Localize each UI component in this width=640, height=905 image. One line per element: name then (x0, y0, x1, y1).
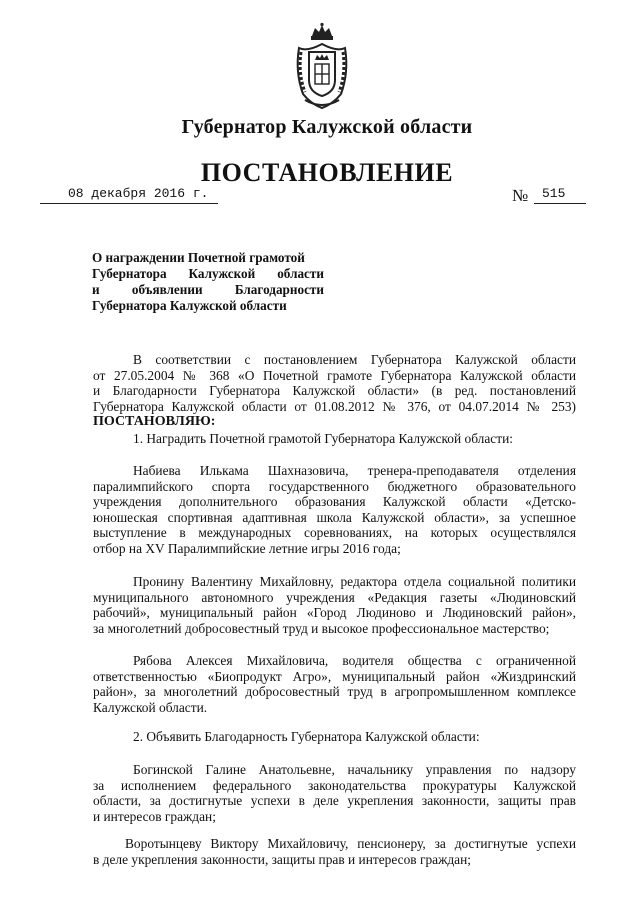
text-line: В соответствии с постановлением Губернатора Калужской области (133, 352, 576, 367)
decree-keyword: ПОСТАНОВЛЯЮ: (93, 414, 216, 430)
text-line: Богинской Галине Анатольевне, начальнику управления по надзору (133, 762, 576, 777)
text-line: и интересов граждан; (93, 808, 216, 824)
award-paragraph-1 (93, 463, 576, 557)
text-line: и Благодарности Губернатора Калужской области» (в ред. постановлений (93, 383, 576, 399)
item-1-heading (133, 431, 576, 447)
text-line: Набиева Илькама Шахназовича, тренера-преподавателя отделения (133, 463, 576, 478)
subject-line: Губернатора Калужской области (92, 298, 287, 313)
subject-line: и объявлении Благодарности (92, 282, 324, 297)
text-line: ответственностью «Биопродукт Агро», муниципальный район «Жиздринский (93, 668, 576, 684)
text-line: учреждения дополнительного образования Калужской области «Детско- (93, 494, 576, 510)
document-subject (92, 250, 324, 314)
text-line: Пронину Валентину Михайловну, редактора отдела социальной политики (133, 574, 576, 589)
thanks-paragraph-1 (93, 762, 576, 824)
text-line: район», за многолетний добросовестный труд в агропромышленном комплексе (93, 684, 576, 700)
text-line: муниципального автономного учреждения «Редакция газеты «Людиновский (93, 589, 576, 605)
governor-title: Губернатор Калужской области (181, 116, 473, 138)
document-date: 08 декабря 2016 г. (40, 186, 218, 204)
text-line: в деле укрепления законности, защиты прав и интересов граждан; (93, 851, 471, 867)
award-paragraph-2 (93, 574, 576, 636)
text-line: рабочий», муниципальный район «Город Людиново и Людиновский район», (93, 605, 576, 621)
text-line: выступление в международных соревнованиях, на которых осуществлялся (93, 525, 576, 541)
kaluga-coat-of-arms-icon (293, 22, 351, 110)
text-line: Калужской области. (93, 699, 208, 715)
text-line: за многолетний добросовестный труд и высокое профессиональное мастерство; (93, 620, 550, 636)
number-label: № (512, 186, 529, 205)
text-line: области, за достигнутые успехи в деле укрепления законности, защиты прав (93, 793, 576, 809)
award-paragraph-3 (93, 653, 576, 715)
text-line: за исполнением федерального законодательства прокуратуры Калужской (93, 777, 576, 793)
item-2-heading (133, 729, 576, 745)
text-line: отбор на XV Паралимпийские летние игры 2016 года; (93, 540, 401, 556)
subject-line: Губернатора Калужской области (92, 266, 324, 281)
document-type-title: ПОСТАНОВЛЕНИЕ (200, 158, 454, 187)
text-line: от 27.05.2004 № 368 «О Почетной грамоте Губернатора Калужской области (93, 367, 576, 383)
thanks-paragraph-2 (93, 836, 576, 867)
text-line: Губернатора Калужской области от 01.08.2012 № 376, от 04.07.2014 № 253) (93, 398, 576, 414)
text-line: Воротынцеву Виктору Михайловичу, пенсионеру, за достигнутые успехи (125, 836, 576, 851)
text-line: паралимпийского спорта государственного бюджетного образовательного (93, 478, 576, 494)
preamble-paragraph (93, 352, 576, 430)
text-line: 2. Объявить Благодарность Губернатора Калужской области: (133, 729, 480, 744)
text-line: Рябова Алексея Михайловича, водителя общества с ограниченной (133, 653, 576, 668)
text-line: 1. Наградить Почетной грамотой Губернатора Калужской области: (133, 431, 513, 446)
document-number: 515 (534, 186, 586, 204)
subject-line: О награждении Почетной грамотой (92, 250, 305, 265)
text-line: юношеская спортивная адаптивная школа Калужской области», за успешное (93, 509, 576, 525)
